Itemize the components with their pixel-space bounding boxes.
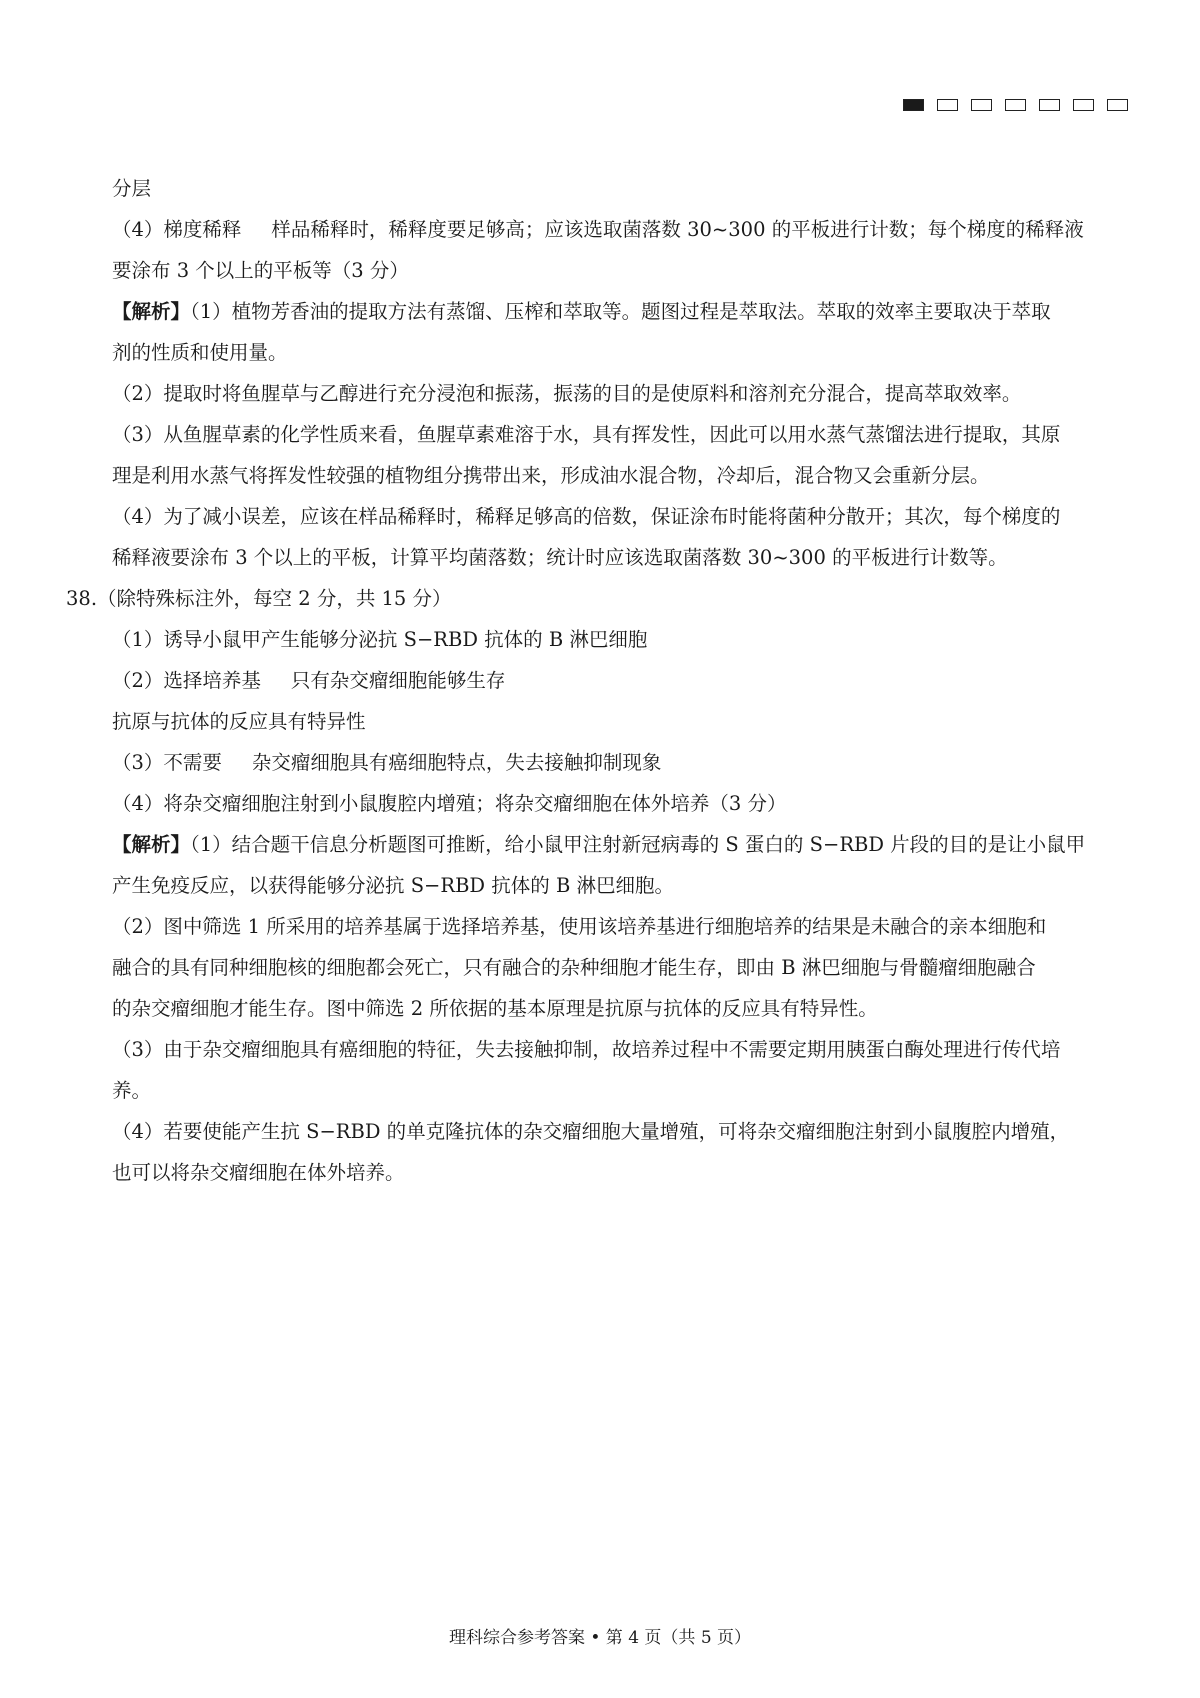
q38-header: 38.（除特殊标注外，每空 2 分，共 15 分） <box>66 587 452 610</box>
q38-answer-2-part-a: （2）选择培养基 <box>112 669 261 692</box>
q37-answer-3-continued: 分层 <box>112 177 152 200</box>
q38-analysis-1-text: （1）结合题干信息分析题图可推断，给小鼠甲注射新冠病毒的 S 蛋白的 S−RBD 片段的目的是让小鼠甲 <box>190 833 1086 856</box>
q38-analysis-2: （2）图中筛选 1 所采用的培养基属于选择培养基，使用该培养基进行细胞培养的结果是未融合的亲本细胞和 <box>112 915 1047 938</box>
q38-answer-4: （4）将杂交瘤细胞注射到小鼠腹腔内增殖；将杂交瘤细胞在体外培养（3 分） <box>112 792 787 815</box>
q38-analysis-2-continued: 融合的具有同种细胞核的细胞都会死亡，只有融合的杂种细胞才能生存，即由 B 淋巴细胞与骨髓瘤细胞融合 <box>112 956 1036 979</box>
q37-analysis-3: （3）从鱼腥草素的化学性质来看，鱼腥草素难溶于水，具有挥发性，因此可以用水蒸气蒸馏法进行提取，其原 <box>112 423 1061 446</box>
page-mark-empty <box>1107 99 1128 111</box>
q37-analysis-1 <box>112 291 1132 332</box>
q38-answer-3-part-a: （3）不需要 <box>112 751 222 774</box>
q38-answer-2-part-b: 只有杂交瘤细胞能够生存 <box>290 669 506 692</box>
q38-analysis-3-continued: 养。 <box>112 1079 152 1102</box>
analysis-tag: 【解析】 <box>112 300 191 323</box>
page-footer: 理科综合参考答案 • 第 4 页（共 5 页） <box>448 1628 752 1648</box>
q37-analysis-3-continued: 理是利用水蒸气将挥发性较强的植物组分携带出来，形成油水混合物，冷却后，混合物又会重新分层。 <box>112 464 990 487</box>
page-mark-empty <box>937 99 958 111</box>
page-mark-empty <box>1073 99 1094 111</box>
q38-analysis-4-continued: 也可以将杂交瘤细胞在体外培养。 <box>112 1161 405 1184</box>
q37-analysis-1-text: （1）植物芳香油的提取方法有蒸馏、压榨和萃取等。题图过程是萃取法。萃取的效率主要取决于萃取 <box>190 300 1051 323</box>
q37-answer-4-part-b: 样品稀释时，稀释度要足够高；应该选取菌落数 30~300 的平板进行计数；每个梯度的稀释液 <box>271 218 1084 241</box>
q38-analysis-2-continued-2: 的杂交瘤细胞才能生存。图中筛选 2 所依据的基本原理是抗原与抗体的反应具有特异性。 <box>112 997 878 1020</box>
q38-answer-2 <box>112 660 1132 701</box>
q37-analysis-1-continued: 剂的性质和使用量。 <box>112 341 288 364</box>
page-mark-empty <box>1005 99 1026 111</box>
page-indicator <box>903 99 1128 111</box>
q38-answer-1: （1）诱导小鼠甲产生能够分泌抗 S−RBD 抗体的 B 淋巴细胞 <box>112 628 648 651</box>
q38-answer-2-continued: 抗原与抗体的反应具有特异性 <box>112 710 366 733</box>
page-mark-filled <box>903 99 924 111</box>
q38-analysis-1-continued: 产生免疫反应，以获得能够分泌抗 S−RBD 抗体的 B 淋巴细胞。 <box>112 874 674 897</box>
page-mark-empty <box>1039 99 1060 111</box>
answer-content <box>66 168 1132 1193</box>
q37-answer-4-continued: 要涂布 3 个以上的平板等（3 分） <box>112 259 409 282</box>
q37-analysis-4-continued: 稀释液要涂布 3 个以上的平板，计算平均菌落数；统计时应该选取菌落数 30~300 的平板进行计数等。 <box>112 546 1008 569</box>
analysis-tag: 【解析】 <box>112 833 191 856</box>
q37-analysis-4: （4）为了减小误差，应该在样品稀释时，稀释足够高的倍数，保证涂布时能将菌种分散开；其次，每个梯度的 <box>112 505 1061 528</box>
page-mark-empty <box>971 99 992 111</box>
q38-analysis-1 <box>112 824 1132 865</box>
q38-answer-3-part-b: 杂交瘤细胞具有癌细胞特点，失去接触抑制现象 <box>251 751 662 774</box>
q37-analysis-2: （2）提取时将鱼腥草与乙醇进行充分浸泡和振荡，振荡的目的是使原料和溶剂充分混合，提高萃取效率。 <box>112 382 1022 405</box>
q37-answer-4-part-a: （4）梯度稀释 <box>112 218 242 241</box>
q38-answer-3 <box>112 742 1132 783</box>
q38-analysis-4: （4）若要使能产生抗 S−RBD 的单克隆抗体的杂交瘤细胞大量增殖，可将杂交瘤细胞注射到小鼠腹腔内增殖， <box>112 1120 1070 1143</box>
q37-answer-4 <box>112 209 1132 250</box>
q38-analysis-3: （3）由于杂交瘤细胞具有癌细胞的特征，失去接触抑制，故培养过程中不需要定期用胰蛋白酶处理进行传代培 <box>112 1038 1061 1061</box>
